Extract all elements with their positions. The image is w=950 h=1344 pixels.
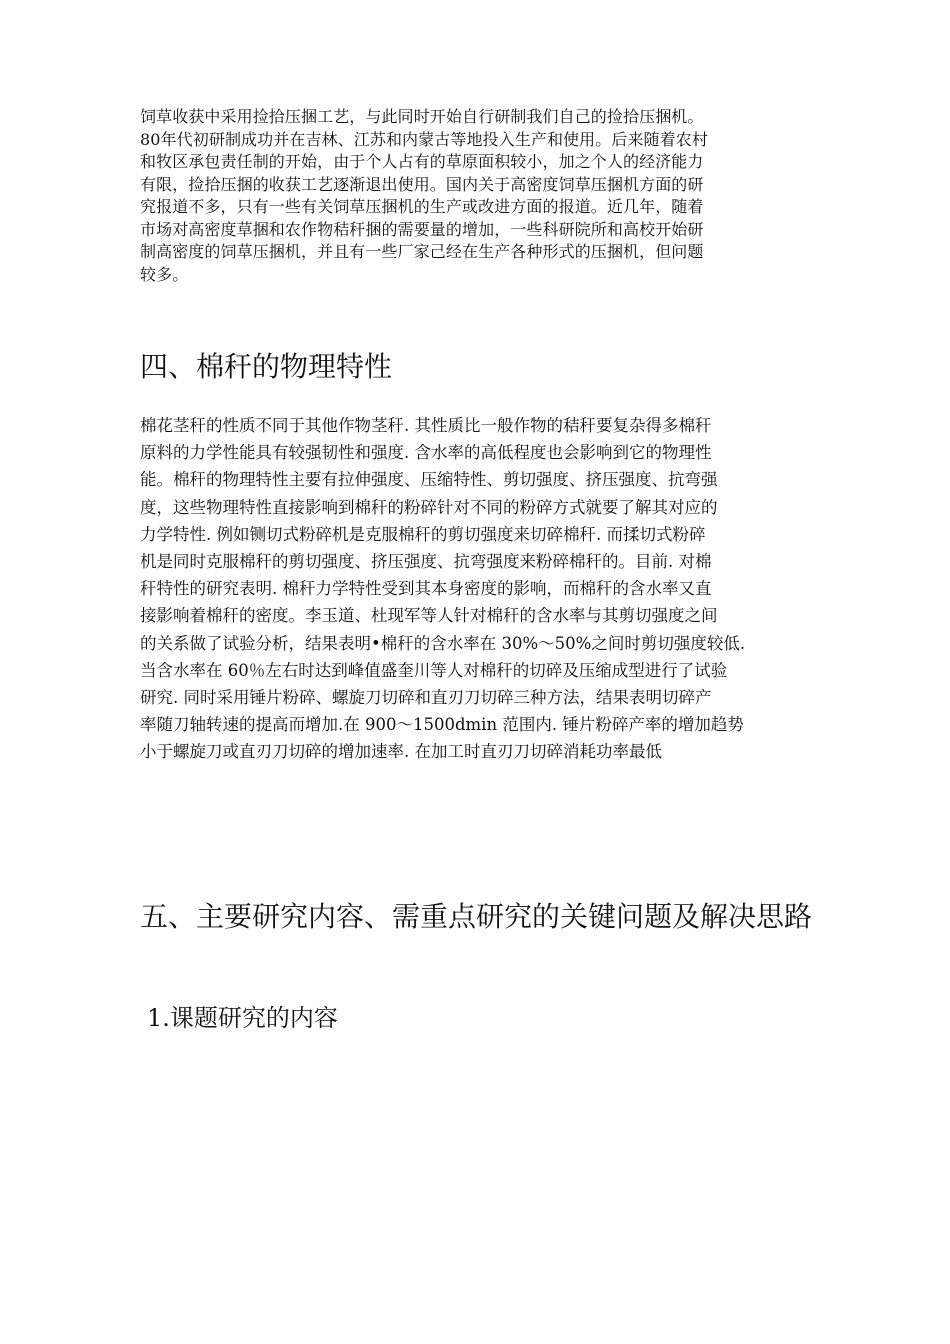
section-4-line: 力学特性. 例如铡切式粉碎机是克服棉秆的剪切强度来切碎棉秆. 而揉切式粉碎	[140, 524, 706, 544]
section-4-line: 接影响着棉秆的密度。李玉道、杜现军等人针对棉秆的含水率与其剪切强度之间	[140, 606, 718, 626]
section-4-line: 原料的力学性能具有较强韧性和强度. 含水率的高低程度也会影响到它的物理性	[140, 443, 712, 463]
section-4-line: 当含水率在 60％左右时达到峰值盛奎川等人对棉秆的切碎及压缩成型进行了试验	[140, 660, 728, 680]
section-4-heading: 四、棉秆的物理特性	[140, 350, 393, 383]
section-4-line: 度，这些物理特性直接影响到棉秆的粉碎针对不同的粉碎方式就要了解其对应的	[140, 497, 718, 517]
intro-paragraph	[140, 106, 820, 286]
intro-line: 80年代初研制成功并在吉林、江苏和内蒙古等地投入生产和使用。后来随着农村	[140, 129, 708, 149]
section-4-line: 能。棉秆的物理特性主要有拉伸强度、压缩特性、剪切强度、挤压强度、抗弯强	[140, 470, 718, 490]
intro-line: 和牧区承包责任制的开始，由于个人占有的草原面积较小，加之个人的经济能力	[140, 152, 704, 171]
intro-line: 市场对高密度草捆和农作物秸秆捆的需要量的增加，一些科研院所和高校开始研	[140, 219, 704, 239]
section-4-line: 小于螺旋刀或直刃刀切碎的增加速率. 在加工时直刃刀切碎消耗功率最低	[140, 742, 662, 762]
intro-line: 制高密度的饲草压捆机，并且有一些厂家己经在生产各种形式的压捆机，但问题	[140, 242, 704, 261]
intro-line: 饲草收获中采用捡拾压捆工艺，与此同时开始自行研制我们自己的捡拾压捆机。	[140, 107, 704, 126]
intro-line: 较多。	[140, 264, 189, 284]
intro-line: 有限，捡拾压捆的收获工艺逐渐退出使用。国内关于高密度饲草压捆机方面的研	[140, 174, 704, 194]
section-4-line: 率随刀轴转速的提高而增加.在 900～1500dmin 范围内. 锤片粉碎产率的增加趋势	[140, 715, 744, 735]
section-4-line: 的关系做了试验分析，结果表明•棉秆的含水率在 30%～50%之间时剪切强度较低.	[140, 633, 746, 653]
section-4-line: 机是同时克服棉秆的剪切强度、挤压强度、抗弯强度来粉碎棉秆的。目前. 对棉	[140, 552, 712, 572]
section-4-line: 秆特性的研究表明. 棉秆力学特性受到其本身密度的影响，而棉秆的含水率又直	[140, 579, 712, 599]
section-4-paragraph	[140, 412, 820, 766]
section-4-line: 研究. 同时采用锤片粉碎、螺旋刀切碎和直刃刀切碎三种方法，结果表明切碎产	[140, 688, 712, 708]
intro-line: 究报道不多，只有一些有关饲草压捆机的生产或改进方面的报道。近几年，随着	[140, 197, 704, 216]
section-5-subheading: 1.课题研究的内容	[147, 1004, 338, 1032]
section-5-heading: 五、主要研究内容、需重点研究的关键问题及解决思路	[140, 900, 813, 933]
section-4-line: 棉花茎秆的性质不同于其他作物茎秆. 其性质比一般作物的秸秆要复杂得多棉秆	[140, 416, 712, 435]
